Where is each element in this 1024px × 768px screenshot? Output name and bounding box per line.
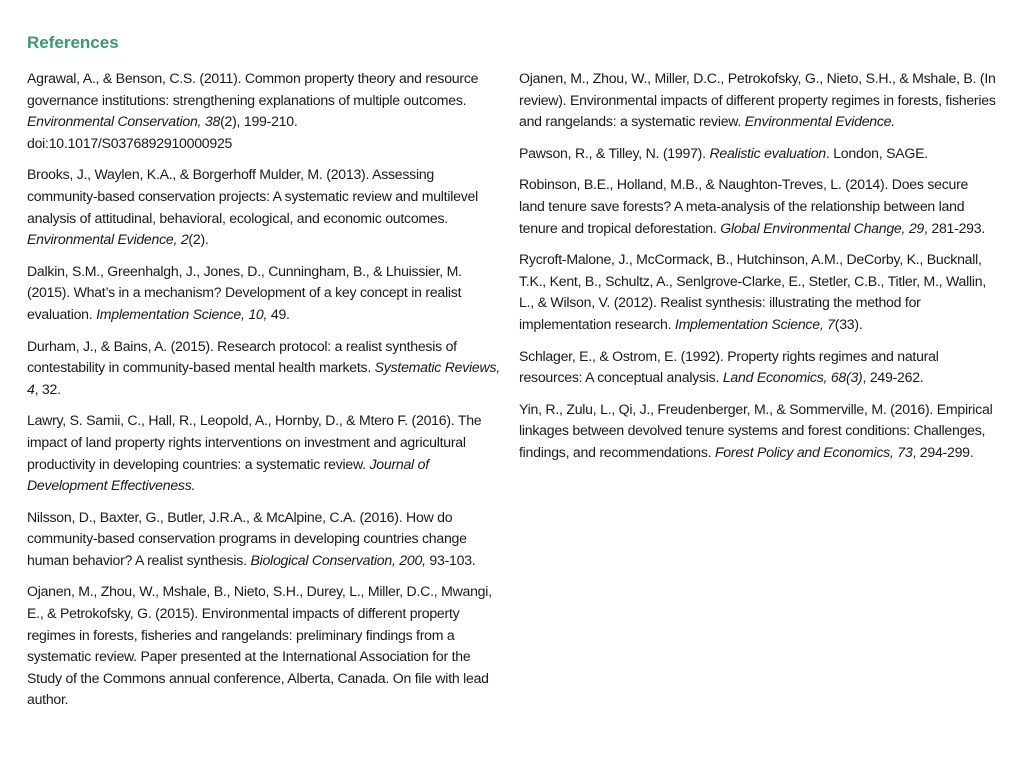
reference-text: . London, SAGE. — [825, 144, 928, 161]
reference-text: Ojanen, M., Zhou, W., Miller, D.C., Petrokofsky, G., Nieto, S.H., & Mshale, B. (In review). Environmental impacts of different property regimes in forests, fisheries and rangelands: a systematic review. — [519, 70, 996, 130]
reference-entry — [519, 346, 997, 389]
reference-entry — [27, 581, 501, 711]
reference-text: Nilsson, D., Baxter, G., Butler, J.R.A., & McAlpine, C.A. (2016). How do community-based conservation programs in developing countries change human behavior? A realist synthesis. — [27, 508, 467, 568]
reference-text: 49. — [267, 305, 290, 322]
reference-text: Rycroft-Malone, J., McCormack, B., Hutchinson, A.M., DeCorby, K., Bucknall, T.K., Kent, B., Schultz, A., Senlgrove-Clarke, E., Stetler, C.B., Titler, M., Wallin, L., & Wilson, V. (2012). Realist synthesis: illustrating the method for implementation research. — [519, 251, 986, 332]
reference-entry — [27, 336, 501, 401]
reference-text: Durham, J., & Bains, A. (2015). Research protocol: a realist synthesis of contestability in community-based mental health markets. — [27, 337, 457, 376]
reference-text: 93-103. — [425, 551, 476, 568]
reference-entry — [519, 68, 997, 133]
reference-entry — [27, 68, 501, 154]
reference-source-italic: Realistic evaluation — [709, 144, 826, 161]
reference-source-italic: Environmental Evidence. — [744, 113, 895, 130]
reference-text: Ojanen, M., Zhou, W., Mshale, B., Nieto, S.H., Durey, L., Miller, D.C., Mwangi, E., & Petrokofsky, G. (2015). Environmental impacts of different property regimes in forests, fisheries and rangelands: preliminary findings from a systematic review. Paper presented at the International Association for the Study of the Commons annual conference, Alberta, Canada. On file with lead author. — [27, 583, 492, 708]
reference-entry — [27, 507, 501, 572]
reference-entry — [519, 143, 997, 165]
reference-text: (2). — [188, 231, 209, 248]
references-column-right — [519, 68, 997, 474]
reference-text: , 281-293. — [924, 219, 986, 236]
reference-source-italic: Environmental Evidence, 2 — [27, 231, 189, 248]
page-title: References — [27, 33, 119, 52]
reference-source-italic: Global Environmental Change, 29 — [720, 219, 925, 236]
references-column-left — [27, 68, 501, 721]
reference-entry — [519, 174, 997, 239]
reference-text: Lawry, S. Samii, C., Hall, R., Leopold, A., Hornby, D., & Mtero F. (2016). The impact of land property rights interventions on investment and agricultural productivity in developing countries: a systematic review. — [27, 412, 482, 472]
reference-entry — [519, 249, 997, 335]
reference-source-italic: Land Economics, 68(3) — [722, 369, 863, 386]
reference-entry — [27, 261, 501, 326]
reference-text: Dalkin, S.M., Greenhalgh, J., Jones, D., Cunningham, B., & Lhuissier, M. (2015). What’s in a mechanism? Development of a key concept in realist evaluation. — [27, 262, 462, 322]
reference-source-italic: Implementation Science, 10, — [96, 305, 268, 322]
reference-text: , 294-299. — [912, 443, 974, 460]
reference-text: , 249-262. — [862, 369, 924, 386]
reference-text: Robinson, B.E., Holland, M.B., & Naughton-Treves, L. (2014). Does secure land tenure save forests? A meta-analysis of the relationship between land tenure and tropical deforestation. — [519, 176, 969, 236]
reference-entry — [27, 164, 501, 250]
reference-text: (2), 199-210. doi:10.1017/S0376892910000925 — [27, 113, 298, 151]
reference-source-italic: Biological Conservation, 200, — [250, 551, 426, 568]
reference-text: Agrawal, A., & Benson, C.S. (2011). Common property theory and resource governance institutions: strengthening explanations of multiple outcomes. — [27, 70, 479, 108]
reference-source-italic: Environmental Conservation, 38 — [27, 113, 221, 130]
reference-text: Yin, R., Zulu, L., Qi, J., Freudenberger, M., & Sommerville, M. (2016). Empirical linkages between devolved tenure systems and forest conditions: Challenges, findings, and recommendations. — [519, 400, 993, 460]
reference-text: Brooks, J., Waylen, K.A., & Borgerhoff Mulder, M. (2013). Assessing community-based conservation projects: A systematic review and multilevel analysis of attitudinal, behavioral, ecological, and economic outcomes. — [27, 166, 478, 226]
reference-source-italic: Forest Policy and Economics, 73 — [714, 443, 913, 460]
reference-text: Pawson, R., & Tilley, N. (1997). — [519, 144, 710, 161]
reference-text: Schlager, E., & Ostrom, E. (1992). Property rights regimes and natural resources: A conceptual analysis. — [519, 347, 939, 386]
reference-source-italic: Implementation Science, 7 — [674, 315, 835, 332]
reference-source-italic: Journal of Development Effectiveness. — [27, 455, 429, 494]
reference-text: (33). — [834, 315, 863, 332]
reference-entry — [519, 399, 997, 464]
reference-entry — [27, 410, 501, 496]
reference-text: , 32. — [34, 380, 61, 397]
reference-source-italic: Systematic Reviews, 4 — [27, 359, 500, 397]
